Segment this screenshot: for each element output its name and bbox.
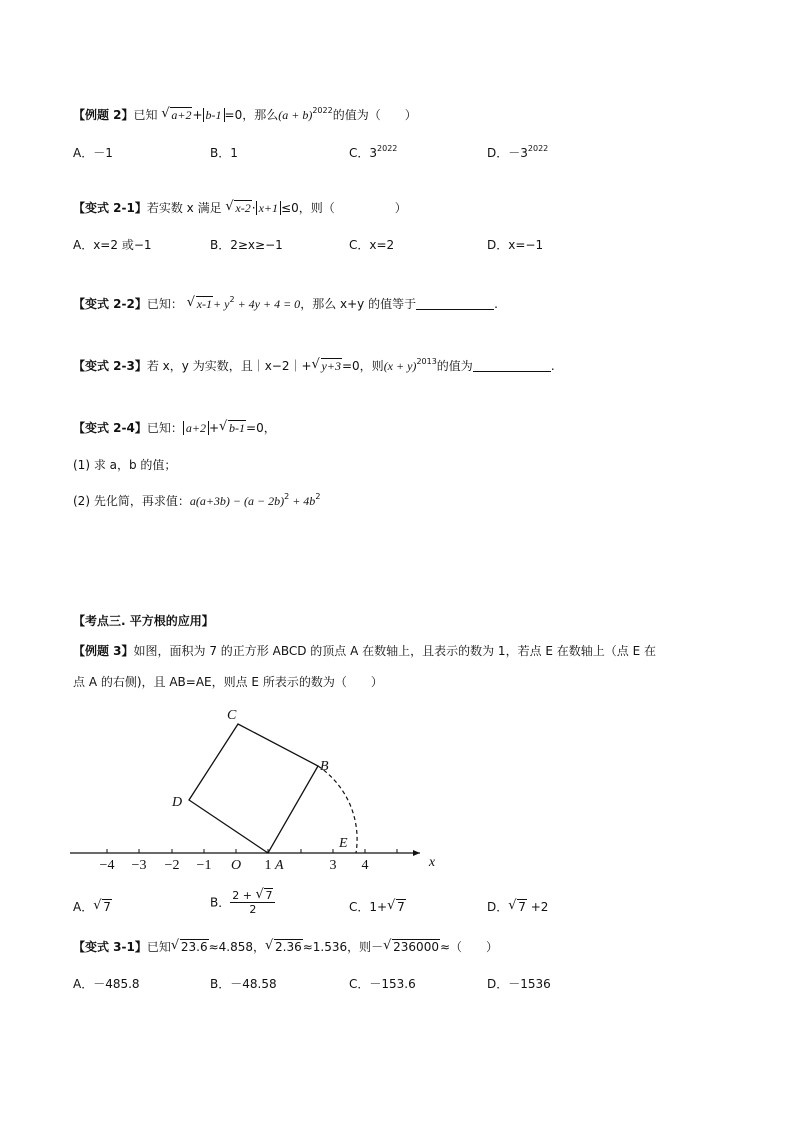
point-e-label: E — [339, 836, 348, 851]
fraction: $\frac{2 + √ 7}{2}$ — [230, 889, 275, 916]
tick-label: 4 — [361, 858, 369, 873]
answer-blank[interactable] — [473, 359, 551, 372]
option-a: A．√ 7 — [73, 898, 112, 916]
axis-label-x: x — [428, 855, 436, 870]
option-d: D．－1536 — [487, 977, 551, 991]
option-b: B． $\frac{2 + √ 7}{2}$ — [210, 889, 275, 916]
example-3-line-1: 【例题 3】如图，面积为 7 的正方形 ABCD 的顶点 A 在数轴上，且表示的数为 1，若点 E 在数轴上（点 E 在 — [73, 644, 656, 658]
sub-question-1: (1) 求 a，b 的值； — [73, 458, 177, 472]
sqrt-expression: √ x-2 — [225, 199, 251, 217]
option-c: C．1+√ 7 — [349, 898, 406, 916]
axis-arrow — [413, 850, 420, 856]
tick-label: −4 — [99, 858, 115, 873]
point-c-label: C — [227, 708, 237, 723]
example-2-question: 【例题 2】已知 √ a+2+ b-1 =0，那么$(a + b)^{2022}$的值为（ ） — [73, 106, 417, 124]
variant-2-4-question: 【变式 2-4】已知： a+2 +√ b-1=0， — [73, 419, 276, 437]
option-a: A．x=2 或−1 — [73, 238, 152, 252]
variant-2-3-question: 【变式 2-3】若 x，y 为实数，且｜x−2｜+√ y+3=0，则$(x + y)^{2013}$的值为 . — [73, 357, 555, 375]
option-c: C．$3^{2022}$ — [349, 144, 398, 160]
option-c: C．x=2 — [349, 238, 395, 252]
tick-label: 1 — [264, 858, 272, 873]
sub-question-2: (2) 先化简，再求值：$a(a+3b) - (a - 2b)^2 + 4b^2$ — [73, 492, 321, 508]
tick-label: −1 — [196, 858, 212, 873]
option-d: D．x=−1 — [487, 238, 544, 252]
origin-label: O — [230, 858, 242, 873]
point-b-label: B — [320, 759, 329, 774]
option-b: B．－48.58 — [210, 977, 277, 991]
option-c: C．－153.6 — [349, 977, 416, 991]
option-b: B．2≥x≥−1 — [210, 238, 283, 252]
example-3-line-2: 点 A 的右侧)，且 AB=AE，则点 E 所表示的数为（ ） — [73, 675, 383, 689]
option-a: A．－1 — [73, 146, 113, 160]
square-abcd — [189, 724, 318, 853]
variant-2-1-question: 【变式 2-1】若实数 x 满足 √ x-2· x+1 ≤0，则（ ） — [73, 199, 407, 217]
example-2-tag: 【例题 2】 — [73, 108, 134, 122]
sqrt-expression: √ a+2 — [161, 106, 192, 124]
option-d: D．√ 7 +2 — [487, 898, 548, 916]
tick-label: −2 — [164, 858, 180, 873]
option-a: A．－485.8 — [73, 977, 140, 991]
section-heading: 【考点三. 平方根的应用】 — [73, 614, 214, 628]
variant-3-1-question: 【变式 3-1】已知√ 23.6≈4.858，√ 2.36≈1.536，则－√ 236000≈（ ） — [73, 938, 498, 956]
variant-2-2-question: 【变式 2-2】已知： √ $x-1+ y^2 + 4y + 4 = 0$，那么 x+y 的值等于 . — [73, 295, 498, 313]
answer-blank[interactable] — [416, 297, 494, 310]
option-d: D．$-3^{2022}$ — [487, 144, 549, 160]
tick-label: −3 — [131, 858, 147, 873]
point-a-label: A — [275, 858, 284, 873]
number-line-figure — [70, 700, 450, 880]
option-b: B．1 — [210, 146, 238, 160]
tick-label: 3 — [329, 858, 337, 873]
absolute-value: b-1 — [203, 108, 225, 122]
point-d-label: D — [172, 795, 183, 810]
dashed-arc — [318, 766, 357, 853]
